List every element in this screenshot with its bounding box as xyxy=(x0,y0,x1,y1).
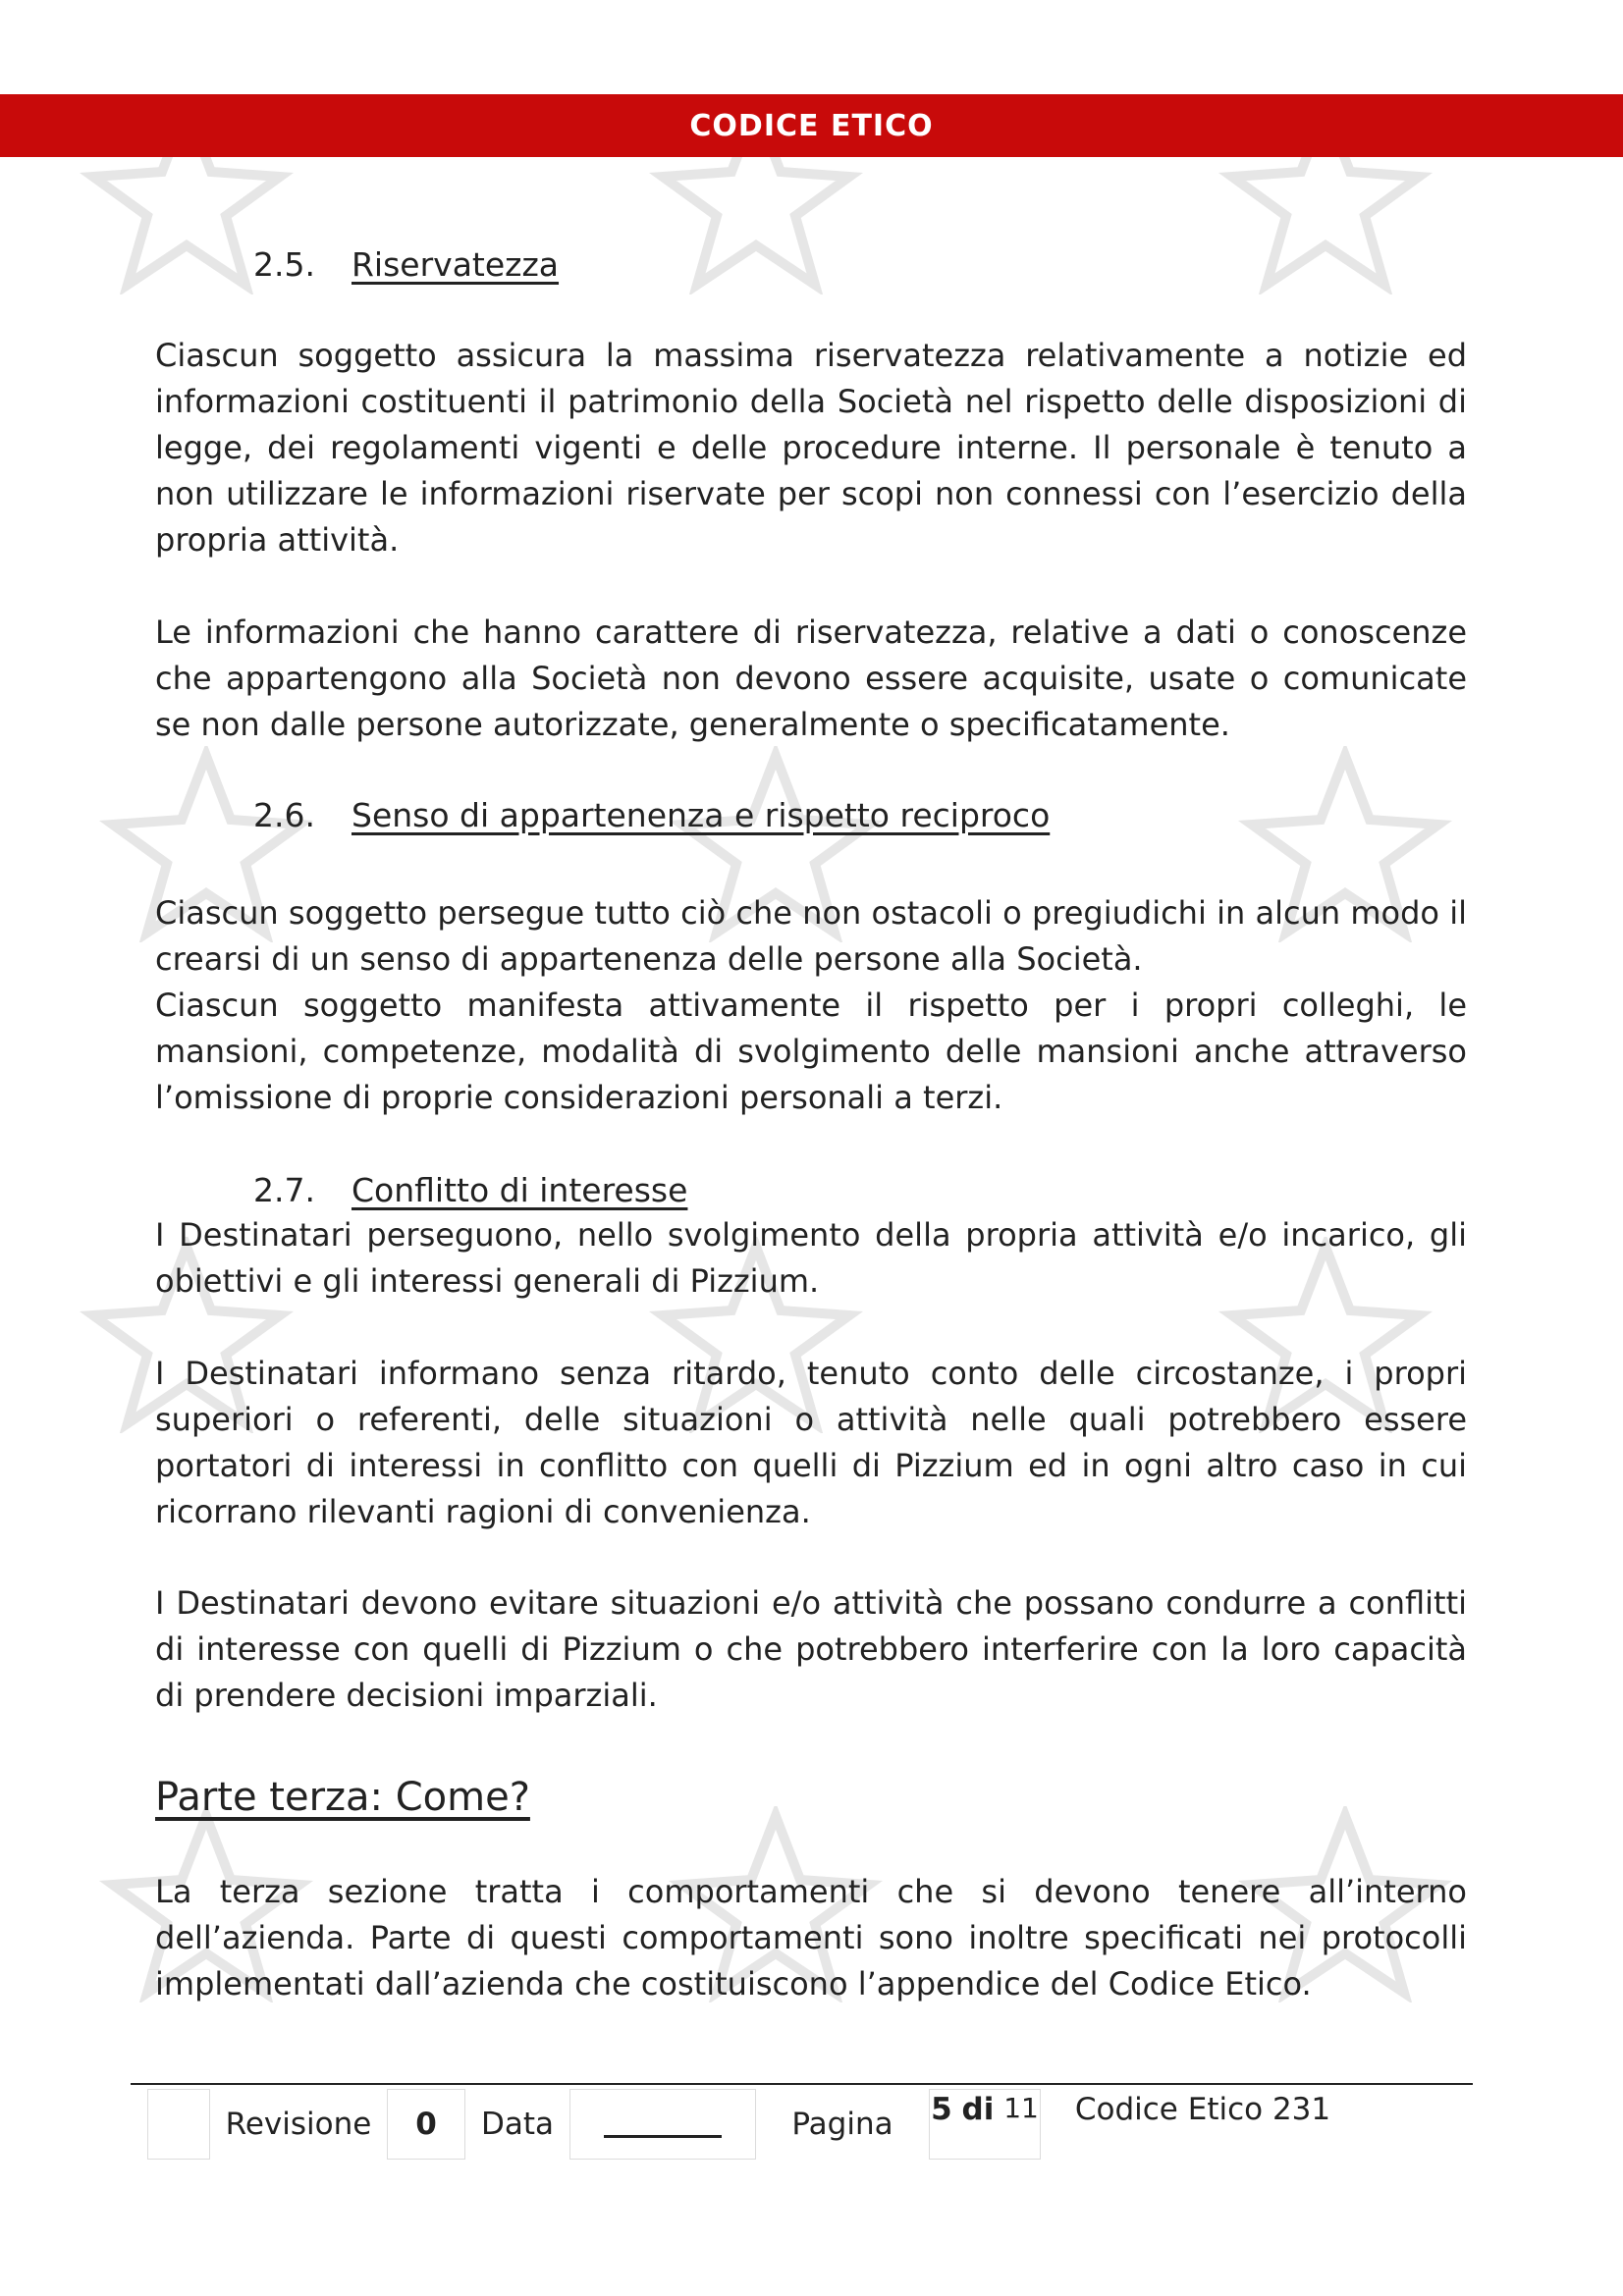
page-footer xyxy=(147,2089,1365,2160)
section-number: 2.6. xyxy=(253,796,315,834)
paragraph: Ciascun soggetto manifesta attivamente il rispetto per i propri colleghi, le mansioni, competenze, modalità di svolgimento delle mansioni anche attraverso l’omissione di proprie considerazioni personali a terzi. xyxy=(155,987,1467,1116)
section-number: 2.7. xyxy=(253,1171,315,1209)
header-bar xyxy=(0,94,1623,157)
section-heading-2-5 xyxy=(253,241,559,288)
footer-logo-box xyxy=(147,2089,210,2160)
document-title: CODICE ETICO xyxy=(689,108,934,143)
revision-label: Revisione xyxy=(225,2107,372,2142)
section-heading-2-7 xyxy=(253,1167,687,1213)
page-current: 5 xyxy=(931,2092,952,2127)
section-title: Senso di appartenenza e rispetto reciproco xyxy=(352,796,1051,834)
section-heading-2-6 xyxy=(253,792,1050,838)
revision-value: 0 xyxy=(387,2089,465,2160)
page-label: Pagina xyxy=(791,2107,893,2142)
document-code: Codice Etico 231 xyxy=(1074,2092,1331,2127)
page-total: 11 xyxy=(1003,2092,1039,2124)
paragraph: Ciascun soggetto assicura la massima riservatezza relativamente a notizie ed informazioni costituenti il patrimonio della Società nel rispetto delle disposizioni di legge, dei regolamenti vigenti e delle procedure interne. Il personale è tenuto a non utilizzare le informazioni riservate per scopi non connessi con l’esercizio della propria attività. xyxy=(155,337,1467,559)
section-number: 2.5. xyxy=(253,245,315,284)
date-label: Data xyxy=(480,2107,555,2142)
page-of: di xyxy=(961,2092,995,2127)
paragraph: I Destinatari perseguono, nello svolgimento della propria attività e/o incarico, gli obiettivi e gli interessi generali di Pizzium. xyxy=(155,1216,1467,1300)
paragraph: Le informazioni che hanno carattere di riservatezza, relative a dati o conoscenze che appartengono alla Società non devono essere acquisite, usate o comunicate se non dalle persone autorizzate, generalmente o specificatamente. xyxy=(155,614,1467,743)
paragraph: La terza sezione tratta i comportamenti che si devono tenere all’interno dell’azienda. Parte di questi comportamenti sono inoltre specificati nei protocolli implementati dall’azienda che costituiscono l’appendice del Codice Etico. xyxy=(155,1873,1467,2002)
paragraph: I Destinatari devono evitare situazioni e/o attività che possano condurre a conflitti di interesse con quelli di Pizzium o che potrebbero interferire con la loro capacità di prendere decisioni imparziali. xyxy=(155,1584,1467,1714)
section-title: Riservatezza xyxy=(352,245,560,284)
part-heading: Parte terza: Come? xyxy=(155,1775,530,1820)
paragraph: I Destinatari informano senza ritardo, tenuto conto delle circostanze, i propri superiori o referenti, delle situazioni o attività nelle quali potrebbero essere portatori di interessi in conflitto con quelli di Pizzium ed in ogni altro caso in cui ricorrano rilevanti ragioni di convenienza. xyxy=(155,1355,1467,1530)
page-number-box xyxy=(929,2089,1041,2160)
section-title: Conflitto di interesse xyxy=(352,1171,688,1209)
date-field xyxy=(569,2089,756,2160)
date-blank-line xyxy=(604,2135,722,2138)
footer-divider xyxy=(131,2083,1473,2085)
paragraph: Ciascun soggetto persegue tutto ciò che non ostacoli o pregiudichi in alcun modo il crearsi di un senso di appartenenza delle persone alla Società. xyxy=(155,894,1467,978)
